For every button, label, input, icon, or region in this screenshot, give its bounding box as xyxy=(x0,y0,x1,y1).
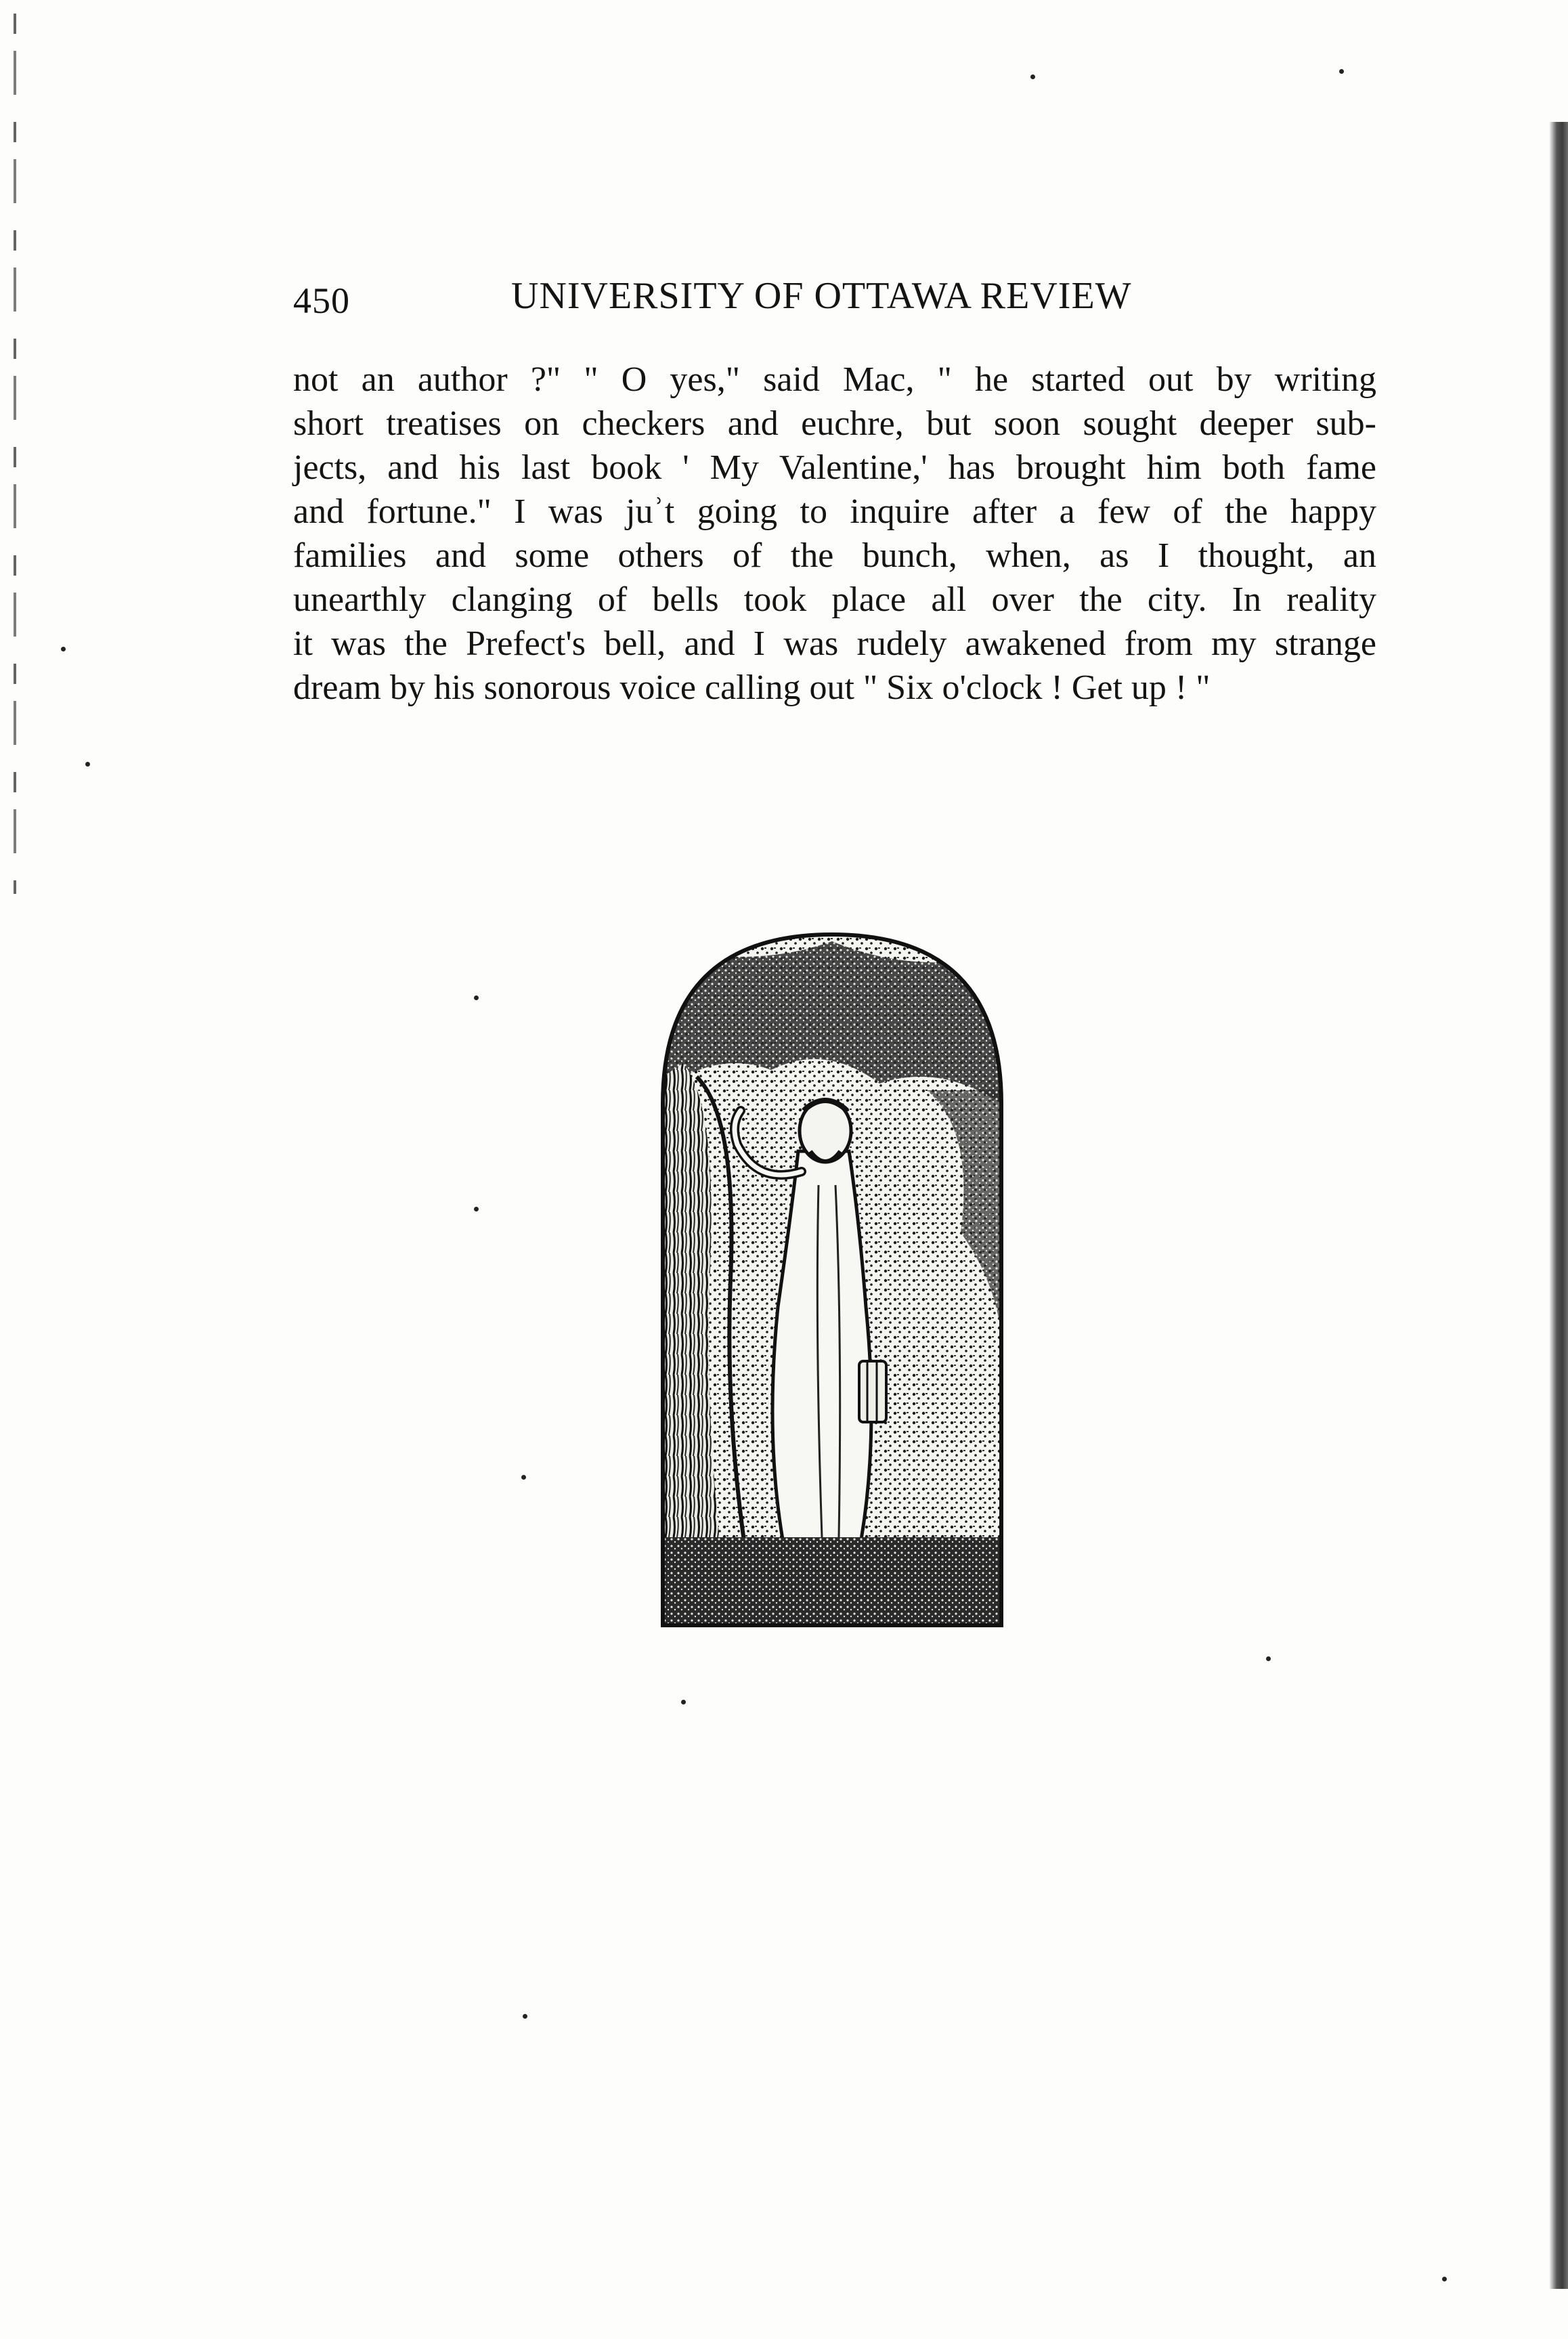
body-paragraph xyxy=(293,358,1376,710)
scan-speck xyxy=(1339,69,1344,74)
running-head xyxy=(293,274,1390,328)
scan-speck xyxy=(1442,2277,1447,2281)
scan-speck xyxy=(681,1700,686,1704)
page-number: 450 xyxy=(293,280,350,321)
text-line: unearthly clanging of bells took place all over the city. In reality xyxy=(293,580,1376,619)
scan-speck xyxy=(474,995,479,1000)
scan-right-edge xyxy=(1549,122,1568,2289)
scan-left-edge xyxy=(14,14,16,894)
scan-speck xyxy=(474,1207,479,1211)
text-line: it was the Prefect's bell, and I was rudely awakened from my strange xyxy=(293,624,1376,663)
text-line: and fortune." I was juʾt going to inquire after a few of the happy xyxy=(293,492,1376,531)
journal-title: UNIVERSITY OF OTTAWA REVIEW xyxy=(511,275,1132,317)
arched-engraving-robed-figure-icon xyxy=(656,928,1008,1632)
scan-speck xyxy=(523,2014,527,2019)
text-line: short treatises on checkers and euchre, but soon sought deeper sub- xyxy=(293,404,1376,443)
scan-speck xyxy=(521,1475,526,1480)
text-line: families and some others of the bunch, when, as I thought, an xyxy=(293,536,1376,575)
scan-speck xyxy=(1030,74,1035,79)
scan-speck xyxy=(61,647,66,651)
text-line: jects, and his last book ' My Valentine,' has brought him both fame xyxy=(293,448,1376,487)
text-line: dream by his sonorous voice calling out " Six o'clock ! Get up ! " xyxy=(293,668,1211,707)
text-line: not an author ?" " O yes," said Mac, " he started out by writing xyxy=(293,360,1376,399)
scan-speck xyxy=(1266,1656,1271,1661)
scan-speck xyxy=(85,762,90,767)
